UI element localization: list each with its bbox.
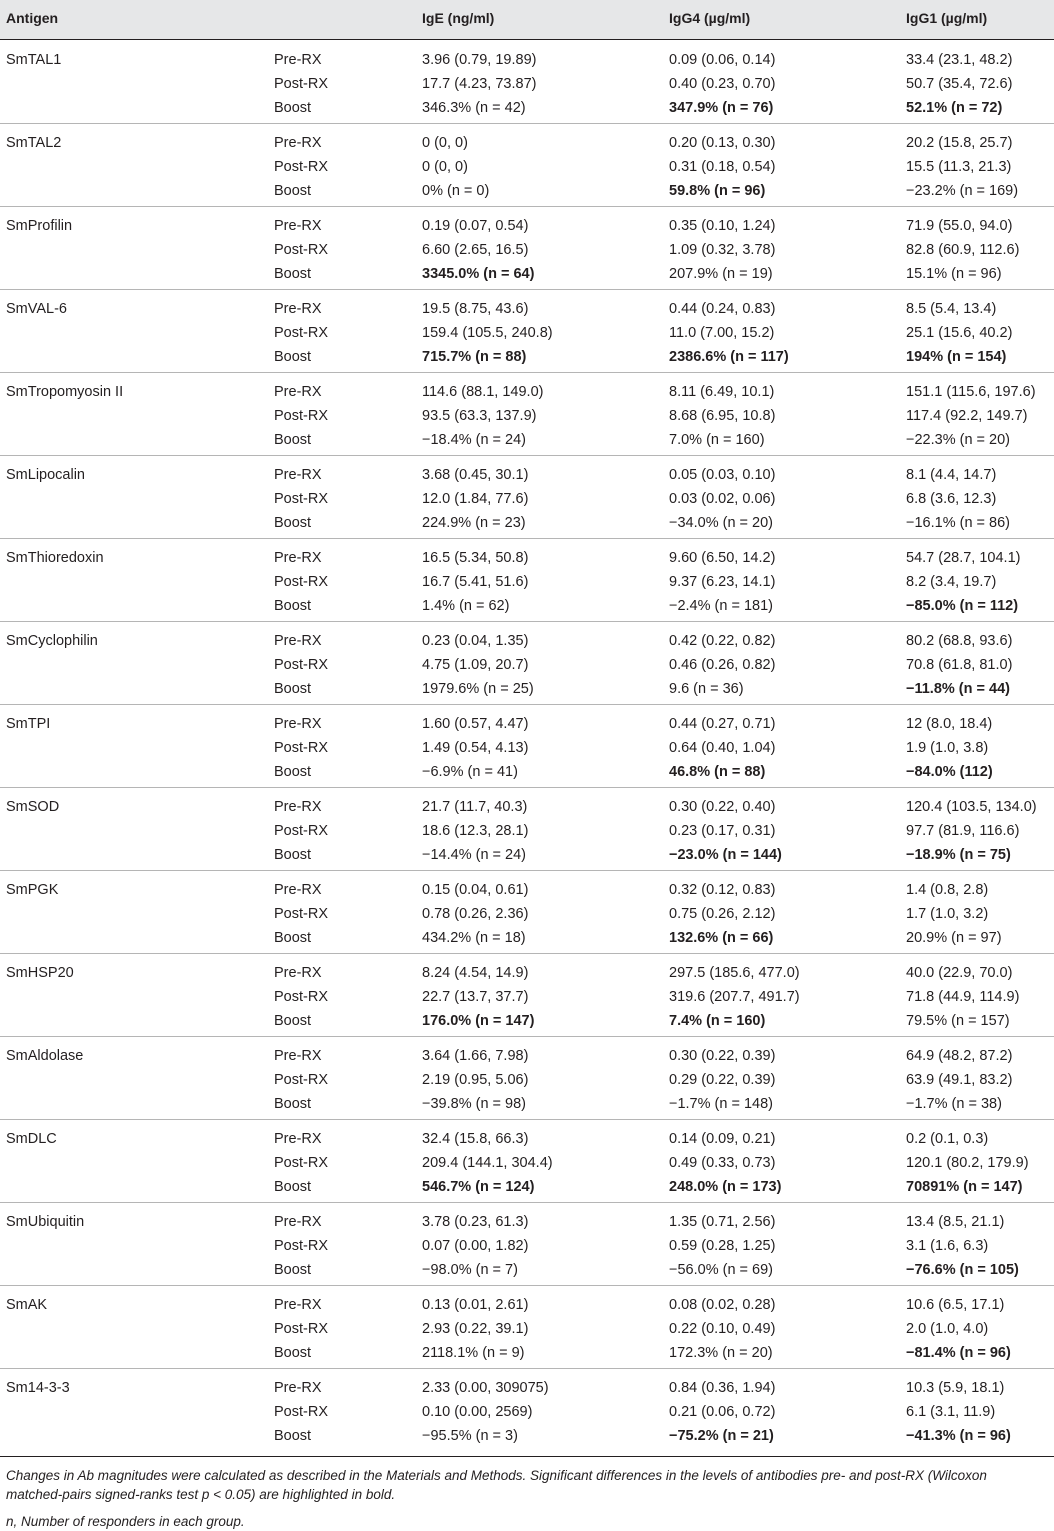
igg4-value: 0.23 (0.17, 0.31) [669, 823, 776, 839]
igg4-value: 0.08 (0.02, 0.28) [669, 1297, 776, 1313]
row-label: Post-RX [274, 1321, 328, 1337]
row-label: Boost [274, 515, 312, 531]
igg1-value: 8.1 (4.4, 14.7) [906, 467, 997, 483]
igg1-value: −84.0% (112) [906, 764, 993, 780]
igg4-value: 0.75 (0.26, 2.12) [669, 906, 776, 922]
row-separator [0, 621, 1054, 622]
igg4-value: 0.09 (0.06, 0.14) [669, 52, 776, 68]
antigen-group [0, 715, 1054, 790]
row-separator [0, 870, 1054, 871]
ige-value: 0% (n = 0) [422, 183, 490, 199]
ige-value: 0.10 (0.00, 2569) [422, 1404, 533, 1420]
ige-value: 0.78 (0.26, 2.36) [422, 906, 529, 922]
igg4-value: −56.0% (n = 69) [669, 1262, 773, 1278]
header-igg1: IgG1 (µg/ml) [906, 10, 988, 26]
ige-value: 434.2% (n = 18) [422, 930, 526, 946]
igg1-value: 25.1 (15.6, 40.2) [906, 325, 1013, 341]
footnote-significance: Changes in Ab magnitudes were calculated as described in the Materials and Methods. Significant differences in the levels of antibodies pre- and post-RX (Wilcoxon matched-pairs signed-ranks test p < 0.05) are highlighted in bold. [6, 1468, 987, 1502]
igg4-value: 0.44 (0.27, 0.71) [669, 716, 776, 732]
row-label: Post-RX [274, 1072, 328, 1088]
igg4-value: 172.3% (n = 20) [669, 1345, 773, 1361]
row-separator [0, 953, 1054, 954]
antigen-name: SmTropomyosin II [6, 384, 124, 400]
antigen-name: SmThioredoxin [6, 550, 104, 566]
igg4-value: −1.7% (n = 148) [669, 1096, 773, 1112]
antigen-name: SmTPI [6, 716, 51, 732]
igg4-value: 0.59 (0.28, 1.25) [669, 1238, 776, 1254]
row-label: Pre-RX [274, 467, 322, 483]
igg1-value: −76.6% (n = 105) [906, 1262, 1019, 1278]
ige-value: 19.5 (8.75, 43.6) [422, 301, 529, 317]
row-separator [0, 289, 1054, 290]
ige-value: 4.75 (1.09, 20.7) [422, 657, 529, 673]
igg1-value: 151.1 (115.6, 197.6) [906, 384, 1036, 400]
igg1-value: 120.4 (103.5, 134.0) [906, 799, 1037, 815]
row-label: Boost [274, 266, 312, 282]
row-label: Post-RX [274, 740, 328, 756]
igg4-value: 0.44 (0.24, 0.83) [669, 301, 776, 317]
igg4-value: 0.35 (0.10, 1.24) [669, 218, 776, 234]
igg4-value: 0.49 (0.33, 0.73) [669, 1155, 776, 1171]
ige-value: −95.5% (n = 3) [422, 1428, 518, 1444]
row-separator [0, 1368, 1054, 1369]
ige-value: 0 (0, 0) [422, 159, 468, 175]
igg4-value: 0.30 (0.22, 0.39) [669, 1048, 776, 1064]
ige-value: 3.68 (0.45, 30.1) [422, 467, 529, 483]
row-label: Boost [274, 100, 312, 116]
igg4-value: −2.4% (n = 181) [669, 598, 773, 614]
igg4-value: 59.8% (n = 96) [669, 183, 766, 199]
igg4-value: 1.35 (0.71, 2.56) [669, 1214, 776, 1230]
row-separator [0, 1285, 1054, 1286]
antigen-group [0, 51, 1054, 126]
igg4-value: 0.14 (0.09, 0.21) [669, 1131, 776, 1147]
antigen-group [0, 881, 1054, 956]
row-label: Post-RX [274, 657, 328, 673]
igg4-value: 9.37 (6.23, 14.1) [669, 574, 776, 590]
header-background [0, 0, 1054, 39]
row-label: Boost [274, 1179, 312, 1195]
igg4-value: 0.22 (0.10, 0.49) [669, 1321, 776, 1337]
antigen-group [0, 549, 1054, 624]
row-label: Pre-RX [274, 218, 322, 234]
igg1-value: 64.9 (48.2, 87.2) [906, 1048, 1013, 1064]
row-label: Boost [274, 930, 312, 946]
igg1-value: 50.7 (35.4, 72.6) [906, 76, 1013, 92]
row-label: Post-RX [274, 1155, 328, 1171]
antigen-name: Sm14-3-3 [6, 1380, 70, 1396]
igg4-value: 0.05 (0.03, 0.10) [669, 467, 776, 483]
antigen-name: SmDLC [6, 1131, 57, 1147]
antigen-name: SmAK [6, 1297, 48, 1313]
igg4-value: −75.2% (n = 21) [669, 1428, 774, 1444]
row-separator [0, 123, 1054, 124]
ige-value: −14.4% (n = 24) [422, 847, 526, 863]
igg4-value: 0.42 (0.22, 0.82) [669, 633, 776, 649]
ige-value: 1.4% (n = 62) [422, 598, 510, 614]
igg4-value: 0.29 (0.22, 0.39) [669, 1072, 776, 1088]
igg1-value: 6.1 (3.1, 11.9) [906, 1404, 996, 1420]
igg1-value: −81.4% (n = 96) [906, 1345, 1011, 1361]
antigen-name: SmSOD [6, 799, 60, 815]
igg4-value: 46.8% (n = 88) [669, 764, 766, 780]
igg1-value: 20.9% (n = 97) [906, 930, 1002, 946]
row-label: Boost [274, 1096, 312, 1112]
row-label: Pre-RX [274, 633, 322, 649]
igg1-value: 70891% (n = 147) [906, 1179, 1023, 1195]
igg4-value: 9.60 (6.50, 14.2) [669, 550, 776, 566]
igg1-value: 97.7 (81.9, 116.6) [906, 823, 1020, 839]
row-label: Boost [274, 1428, 312, 1444]
antigen-group [0, 1047, 1054, 1122]
ige-value: 16.5 (5.34, 50.8) [422, 550, 529, 566]
row-label: Boost [274, 681, 312, 697]
row-label: Boost [274, 183, 312, 199]
igg4-value: 0.21 (0.06, 0.72) [669, 1404, 776, 1420]
ige-value: 22.7 (13.7, 37.7) [422, 989, 529, 1005]
igg4-value: 297.5 (185.6, 477.0) [669, 965, 800, 981]
igg4-value: 0.64 (0.40, 1.04) [669, 740, 776, 756]
row-separator [0, 538, 1054, 539]
ige-value: 224.9% (n = 23) [422, 515, 526, 531]
igg1-value: 80.2 (68.8, 93.6) [906, 633, 1013, 649]
igg4-value: 319.6 (207.7, 491.7) [669, 989, 800, 1005]
igg1-value: 10.3 (5.9, 18.1) [906, 1380, 1005, 1396]
igg1-value: 1.7 (1.0, 3.2) [906, 906, 989, 922]
igg4-value: 0.84 (0.36, 1.94) [669, 1380, 776, 1396]
antigen-name: SmPGK [6, 882, 59, 898]
igg1-value: −41.3% (n = 96) [906, 1428, 1011, 1444]
footnote-n: n, Number of responders in each group. [6, 1514, 245, 1529]
ige-value: 2.33 (0.00, 309075) [422, 1380, 549, 1396]
ige-value: 2.93 (0.22, 39.1) [422, 1321, 529, 1337]
ige-value: 1.49 (0.54, 4.13) [422, 740, 529, 756]
row-label: Post-RX [274, 76, 328, 92]
igg4-value: 347.9% (n = 76) [669, 100, 774, 116]
row-label: Post-RX [274, 823, 328, 839]
ige-value: 3.78 (0.23, 61.3) [422, 1214, 529, 1230]
ige-value: 0.23 (0.04, 1.35) [422, 633, 529, 649]
ige-value: 0.15 (0.04, 0.61) [422, 882, 529, 898]
igg4-value: 0.31 (0.18, 0.54) [669, 159, 776, 175]
ige-value: 12.0 (1.84, 77.6) [422, 491, 529, 507]
igg1-value: 33.4 (23.1, 48.2) [906, 52, 1013, 68]
row-label: Pre-RX [274, 135, 322, 151]
igg1-value: 6.8 (3.6, 12.3) [906, 491, 997, 507]
row-label: Pre-RX [274, 52, 322, 68]
igg1-value: −11.8% (n = 44) [906, 681, 1010, 697]
igg1-value: 13.4 (8.5, 21.1) [906, 1214, 1005, 1230]
row-label: Post-RX [274, 1238, 328, 1254]
igg4-value: 0.40 (0.23, 0.70) [669, 76, 776, 92]
igg1-value: 12 (8.0, 18.4) [906, 716, 993, 732]
ige-value: 93.5 (63.3, 137.9) [422, 408, 537, 424]
igg1-value: −18.9% (n = 75) [906, 847, 1011, 863]
igg4-value: 207.9% (n = 19) [669, 266, 773, 282]
igg4-value: −34.0% (n = 20) [669, 515, 773, 531]
igg4-value: 132.6% (n = 66) [669, 930, 774, 946]
ige-value: −39.8% (n = 98) [422, 1096, 526, 1112]
ige-value: 114.6 (88.1, 149.0) [422, 384, 544, 400]
igg1-value: 52.1% (n = 72) [906, 100, 1003, 116]
igg4-value: 11.0 (7.00, 15.2) [669, 325, 775, 341]
row-label: Pre-RX [274, 1297, 322, 1313]
antigen-group [0, 1130, 1054, 1205]
antigen-group [0, 632, 1054, 707]
igg1-value: 71.9 (55.0, 94.0) [906, 218, 1013, 234]
igg1-value: 8.5 (5.4, 13.4) [906, 301, 997, 317]
ige-value: 159.4 (105.5, 240.8) [422, 325, 553, 341]
igg4-value: 0.20 (0.13, 0.30) [669, 135, 776, 151]
igg1-value: 54.7 (28.7, 104.1) [906, 550, 1021, 566]
antigen-group [0, 1296, 1054, 1371]
igg1-value: 2.0 (1.0, 4.0) [906, 1321, 989, 1337]
row-label: Boost [274, 1345, 312, 1361]
row-label: Boost [274, 432, 312, 448]
igg1-value: 70.8 (61.8, 81.0) [906, 657, 1013, 673]
igg4-value: 0.46 (0.26, 0.82) [669, 657, 776, 673]
row-label: Boost [274, 1013, 312, 1029]
row-separator [0, 1202, 1054, 1203]
header-antigen: Antigen [6, 10, 59, 26]
ige-value: −98.0% (n = 7) [422, 1262, 518, 1278]
ige-value: −6.9% (n = 41) [422, 764, 518, 780]
antigen-name: SmVAL-6 [6, 301, 67, 317]
ige-value: 21.7 (11.7, 40.3) [422, 799, 528, 815]
ige-value: 2118.1% (n = 9) [422, 1345, 525, 1361]
ige-value: 209.4 (144.1, 304.4) [422, 1155, 553, 1171]
ige-value: 0.07 (0.00, 1.82) [422, 1238, 529, 1254]
igg4-value: 7.0% (n = 160) [669, 432, 765, 448]
ige-value: 6.60 (2.65, 16.5) [422, 242, 529, 258]
igg1-value: 79.5% (n = 157) [906, 1013, 1010, 1029]
antigen-name: SmCyclophilin [6, 633, 98, 649]
igg1-value: 71.8 (44.9, 114.9) [906, 989, 1020, 1005]
ige-value: 1979.6% (n = 25) [422, 681, 534, 697]
ige-value: 3345.0% (n = 64) [422, 266, 535, 282]
ige-value: 176.0% (n = 147) [422, 1013, 535, 1029]
row-label: Post-RX [274, 159, 328, 175]
antigen-group [0, 798, 1054, 873]
row-label: Boost [274, 598, 312, 614]
antigen-name: SmLipocalin [6, 467, 85, 483]
row-label: Post-RX [274, 574, 328, 590]
row-label: Post-RX [274, 1404, 328, 1420]
row-label: Post-RX [274, 989, 328, 1005]
igg1-value: 3.1 (1.6, 6.3) [906, 1238, 989, 1254]
row-label: Boost [274, 764, 312, 780]
footer-rule [0, 1456, 1054, 1457]
igg1-value: 40.0 (22.9, 70.0) [906, 965, 1013, 981]
ige-value: 3.64 (1.66, 7.98) [422, 1048, 529, 1064]
antigen-group [0, 964, 1054, 1039]
igg4-value: 8.68 (6.95, 10.8) [669, 408, 776, 424]
antigen-group [0, 134, 1054, 209]
igg4-value: −23.0% (n = 144) [669, 847, 782, 863]
row-label: Pre-RX [274, 882, 322, 898]
igg1-value: 15.5 (11.3, 21.3) [906, 159, 1012, 175]
antigen-name: SmTAL1 [6, 52, 62, 68]
igg1-value: 8.2 (3.4, 19.7) [906, 574, 997, 590]
antigen-name: SmUbiquitin [6, 1214, 85, 1230]
igg1-value: −23.2% (n = 169) [906, 183, 1019, 199]
row-label: Post-RX [274, 906, 328, 922]
antigen-group [0, 1379, 1054, 1454]
ige-value: 1.60 (0.57, 4.47) [422, 716, 529, 732]
ige-value: 0 (0, 0) [422, 135, 468, 151]
row-label: Post-RX [274, 242, 328, 258]
igg4-value: 7.4% (n = 160) [669, 1013, 766, 1029]
ige-value: 0.19 (0.07, 0.54) [422, 218, 529, 234]
igg1-value: −16.1% (n = 86) [906, 515, 1010, 531]
row-label: Pre-RX [274, 301, 322, 317]
antigen-group [0, 300, 1054, 375]
antigen-group [0, 466, 1054, 541]
igg4-value: 0.32 (0.12, 0.83) [669, 882, 776, 898]
row-separator [0, 206, 1054, 207]
igg1-value: −1.7% (n = 38) [906, 1096, 1002, 1112]
header-igg4: IgG4 (µg/ml) [669, 10, 751, 26]
igg1-value: 82.8 (60.9, 112.6) [906, 242, 1020, 258]
row-label: Pre-RX [274, 716, 322, 732]
antigen-name: SmProfilin [6, 218, 73, 234]
row-label: Pre-RX [274, 965, 322, 981]
row-label: Boost [274, 1262, 312, 1278]
igg1-value: 0.2 (0.1, 0.3) [906, 1131, 989, 1147]
row-separator [0, 704, 1054, 705]
ige-value: 3.96 (0.79, 19.89) [422, 52, 537, 68]
igg1-value: 117.4 (92.2, 149.7) [906, 408, 1028, 424]
antigen-group [0, 217, 1054, 292]
igg1-value: 1.4 (0.8, 2.8) [906, 882, 989, 898]
igg1-value: 15.1% (n = 96) [906, 266, 1002, 282]
igg1-value: 63.9 (49.1, 83.2) [906, 1072, 1013, 1088]
igg1-value: −85.0% (n = 112) [906, 598, 1019, 614]
row-label: Pre-RX [274, 550, 322, 566]
igg4-value: 0.30 (0.22, 0.40) [669, 799, 776, 815]
ige-value: 546.7% (n = 124) [422, 1179, 535, 1195]
row-label: Pre-RX [274, 799, 322, 815]
igg4-value: 9.6 (n = 36) [669, 681, 744, 697]
igg1-value: −22.3% (n = 20) [906, 432, 1010, 448]
antigen-name: SmHSP20 [6, 965, 74, 981]
row-label: Boost [274, 349, 312, 365]
antigen-group [0, 383, 1054, 458]
antigen-group [0, 1213, 1054, 1288]
antigen-name: SmTAL2 [6, 135, 62, 151]
ige-value: 18.6 (12.3, 28.1) [422, 823, 529, 839]
ige-value: 2.19 (0.95, 5.06) [422, 1072, 529, 1088]
row-label: Pre-RX [274, 1131, 322, 1147]
igg1-value: 10.6 (6.5, 17.1) [906, 1297, 1005, 1313]
igg4-value: 8.11 (6.49, 10.1) [669, 384, 775, 400]
ige-value: 0.13 (0.01, 2.61) [422, 1297, 529, 1313]
ige-value: 8.24 (4.54, 14.9) [422, 965, 529, 981]
ige-value: 715.7% (n = 88) [422, 349, 527, 365]
row-label: Post-RX [274, 325, 328, 341]
row-label: Pre-RX [274, 1380, 322, 1396]
row-label: Pre-RX [274, 1048, 322, 1064]
header-rule [0, 39, 1054, 40]
antigen-name: SmAldolase [6, 1048, 84, 1064]
row-separator [0, 372, 1054, 373]
row-separator [0, 1036, 1054, 1037]
row-separator [0, 787, 1054, 788]
header-ige: IgE (ng/ml) [422, 10, 495, 26]
ige-value: 346.3% (n = 42) [422, 100, 526, 116]
ige-value: −18.4% (n = 24) [422, 432, 526, 448]
row-label: Post-RX [274, 408, 328, 424]
row-label: Post-RX [274, 491, 328, 507]
row-label: Pre-RX [274, 384, 322, 400]
igg4-value: 2386.6% (n = 117) [669, 349, 789, 365]
row-label: Boost [274, 847, 312, 863]
igg4-value: 0.03 (0.02, 0.06) [669, 491, 776, 507]
igg4-value: 248.0% (n = 173) [669, 1179, 782, 1195]
row-label: Pre-RX [274, 1214, 322, 1230]
igg1-value: 20.2 (15.8, 25.7) [906, 135, 1013, 151]
row-separator [0, 455, 1054, 456]
ige-value: 17.7 (4.23, 73.87) [422, 76, 537, 92]
ige-value: 16.7 (5.41, 51.6) [422, 574, 529, 590]
igg4-value: 1.09 (0.32, 3.78) [669, 242, 776, 258]
ige-value: 32.4 (15.8, 66.3) [422, 1131, 529, 1147]
igg1-value: 1.9 (1.0, 3.8) [906, 740, 989, 756]
igg1-value: 120.1 (80.2, 179.9) [906, 1155, 1029, 1171]
row-separator [0, 1119, 1054, 1120]
igg1-value: 194% (n = 154) [906, 349, 1007, 365]
